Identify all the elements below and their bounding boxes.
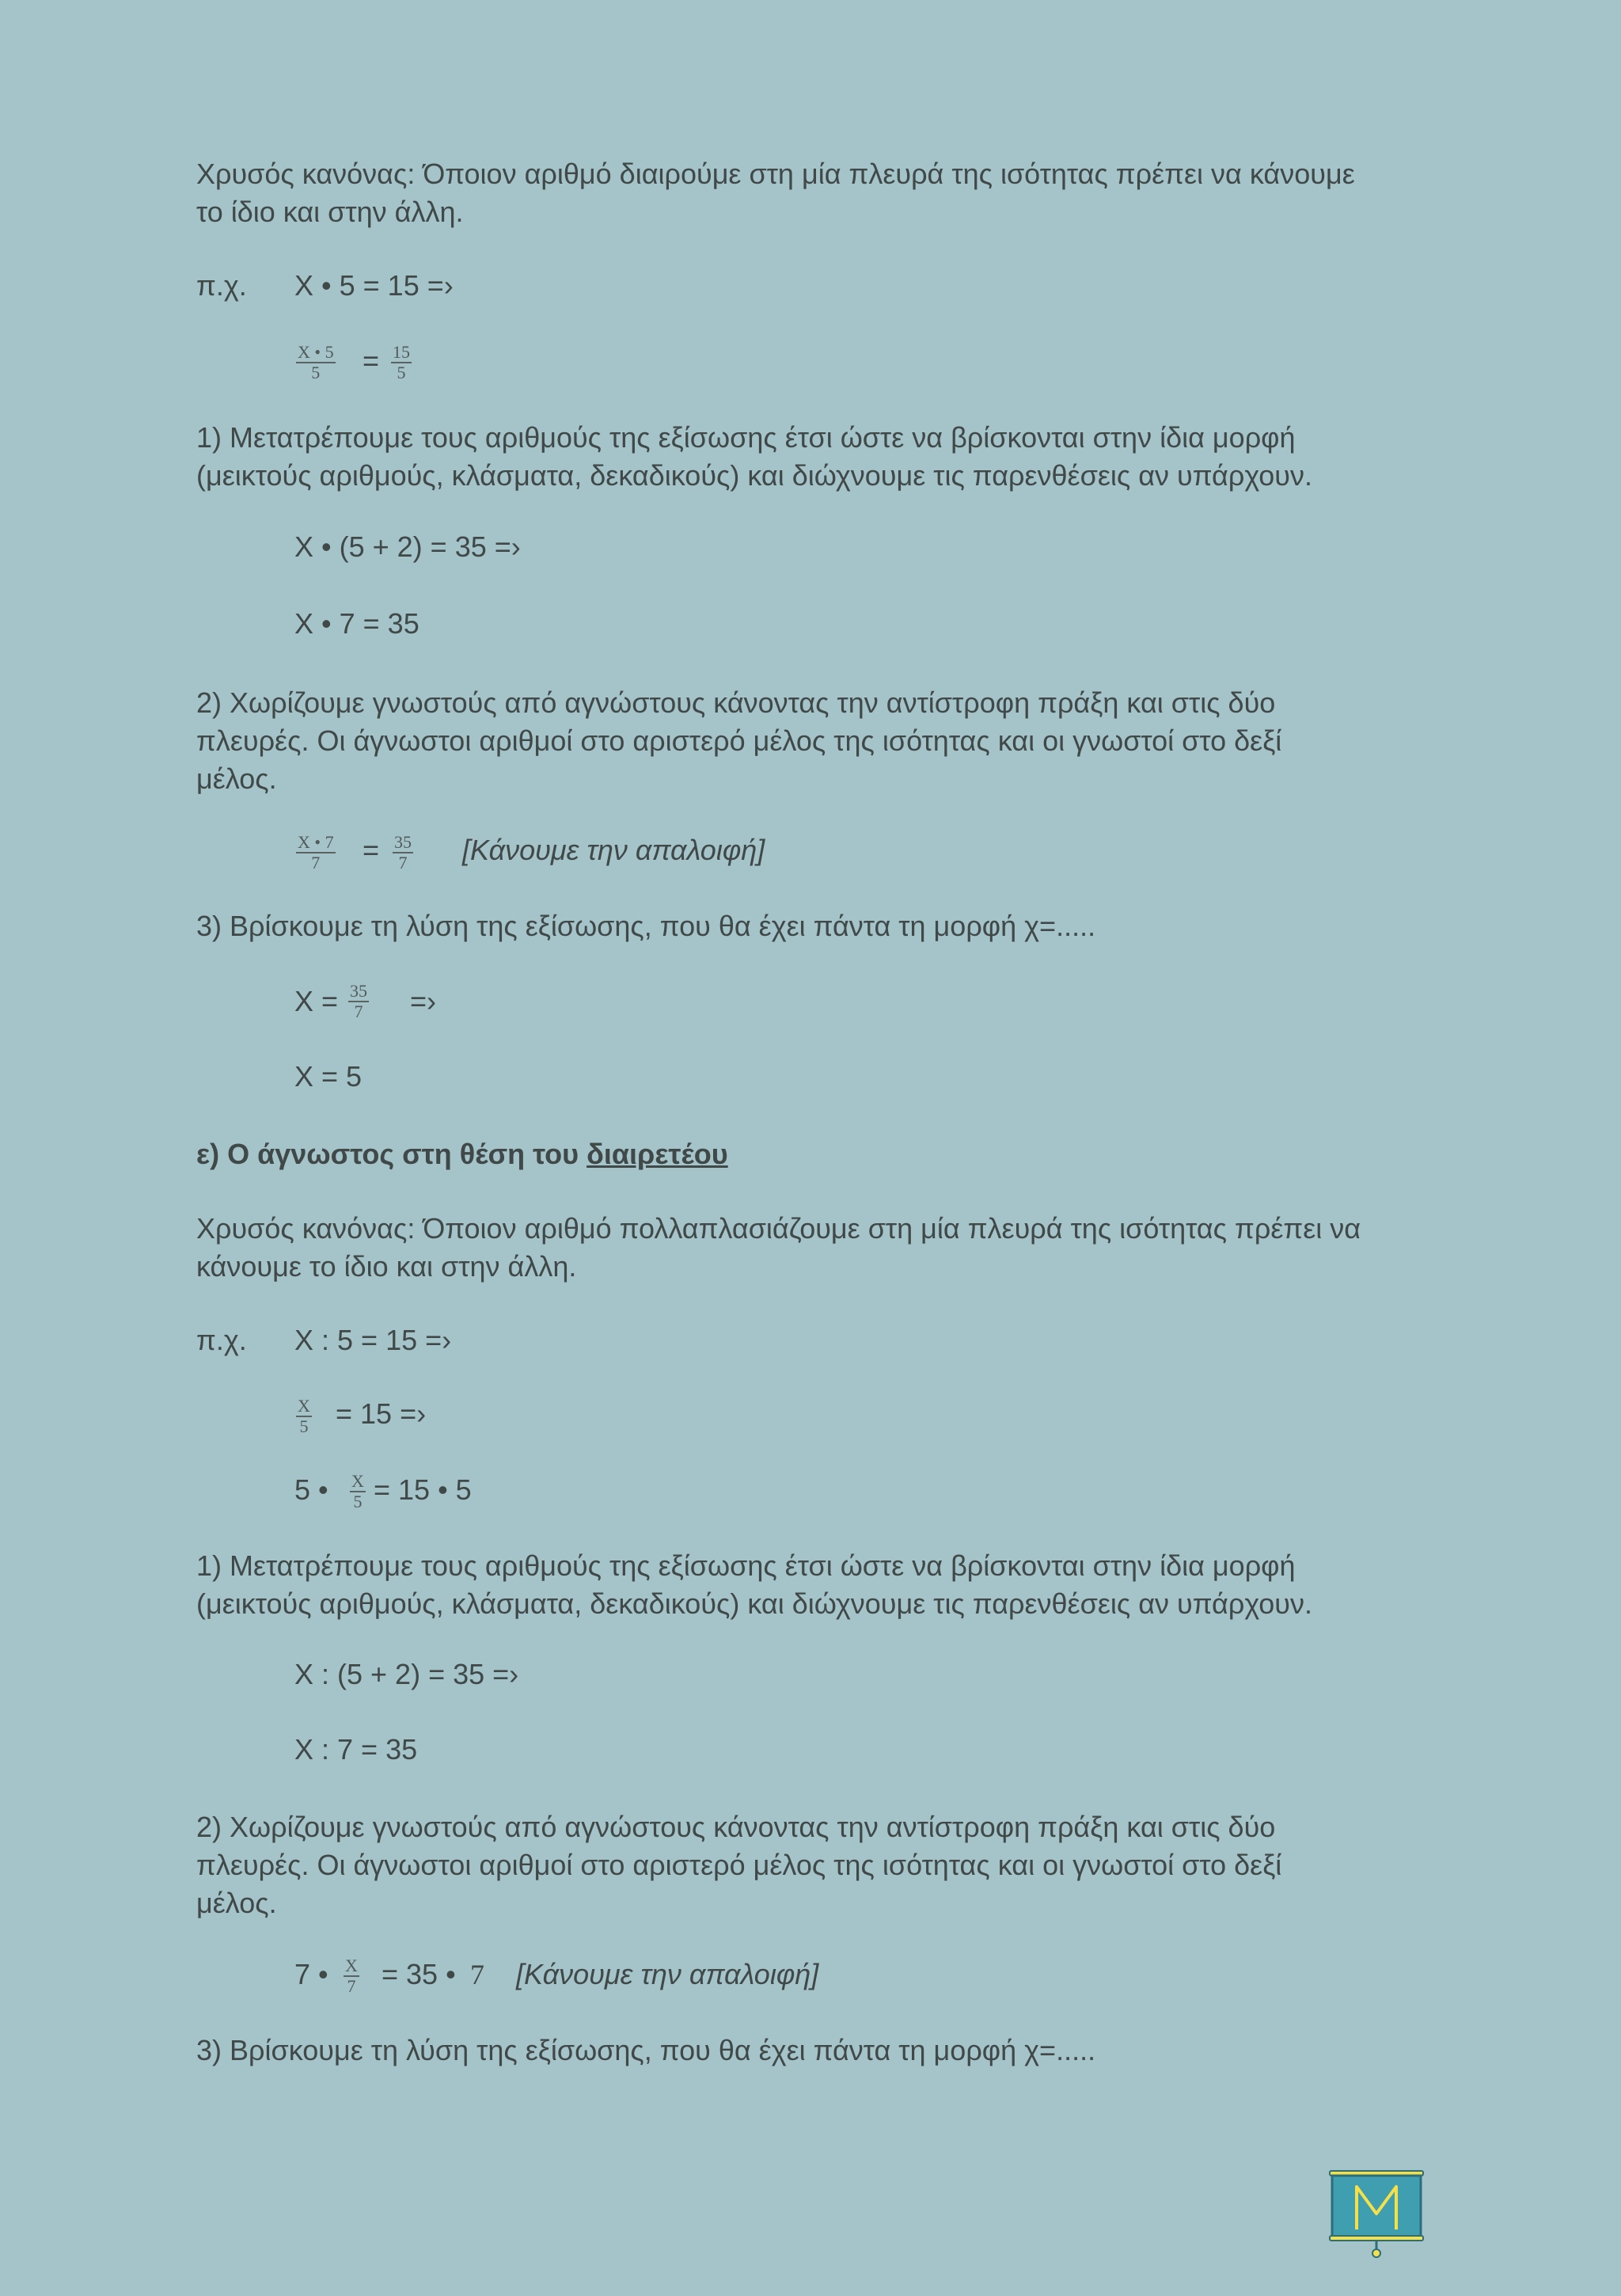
solution-result: Χ = 5 — [294, 1060, 363, 1093]
step-1-equation-1: Χ : (5 + 2) = 35 =› — [294, 1658, 519, 1690]
golden-rule-multiply: Χρυσός κανόνας: Όποιον αριθμό πολλαπλασιάζουμε στη μία πλευρά της ισότητας πρέπει να κάνουμε το ίδιο και στην άλλη. — [196, 1212, 1361, 1283]
step-2-instructions: 2) Χωρίζουμε γνωστούς από αγνώστους κάνοντας την αντίστροφη πράξη και στις δύο πλευρές. Οι άγνωστοι αριθμοί στο αριστερό μέλος της ισότητας και οι γνωστοί στο δεξί μέλος. — [196, 1811, 1282, 1919]
example-equation: Χ • 5 = 15 =› — [294, 269, 454, 302]
multiplier-seven: 7 — [470, 1959, 484, 1990]
presentation-board-icon — [1327, 2168, 1426, 2260]
solution-equation-left: Χ = — [294, 985, 339, 1017]
cancellation-note: [Κάνουμε την απαλοιφή] — [462, 834, 765, 866]
fraction-denominator: 5 — [353, 1492, 363, 1511]
fraction-denominator: 7 — [347, 1976, 356, 1996]
multiply-left: 7 • — [294, 1958, 328, 1990]
fraction-x-times-5-over-5 — [296, 344, 336, 382]
fraction-numerator: Χ • 5 — [298, 342, 334, 362]
equation-right-side: = 15 =› — [336, 1397, 427, 1430]
equals-sign: = — [363, 344, 380, 377]
fraction-numerator: Χ — [298, 1396, 310, 1416]
fraction-denominator: 7 — [354, 1002, 363, 1021]
fraction-numerator: Χ — [351, 1471, 364, 1491]
step-3-instructions: 3) Βρίσκουμε τη λύση της εξίσωσης, που θα έχει πάντα τη μορφή χ=..... — [196, 2034, 1096, 2066]
fraction-numerator: 35 — [394, 832, 412, 852]
step-1-instructions: 1) Μετατρέπουμε τους αριθμούς της εξίσωσης έτσι ώστε να βρίσκονται στην ίδια μορφή (μεικτούς αριθμούς, κλάσματα, δεκαδικούς) και διώχνουμε τις παρενθέσεις αν υπάρχουν. — [196, 1549, 1312, 1620]
step-1-equation-1: Χ • (5 + 2) = 35 =› — [294, 530, 521, 563]
fraction-35-over-7 — [393, 834, 413, 872]
fraction-numerator: Χ • 7 — [298, 832, 334, 852]
multiply-right: = 35 • — [382, 1958, 456, 1990]
equals-sign: = — [363, 834, 380, 866]
fraction-numerator: 15 — [393, 342, 410, 362]
fraction-denominator: 7 — [311, 853, 321, 872]
fraction-35-over-7 — [348, 983, 369, 1021]
cancellation-note: [Κάνουμε την απαλοιφή] — [516, 1958, 819, 1990]
step-1-instructions: 1) Μετατρέπουμε τους αριθμούς της εξίσωσης έτσι ώστε να βρίσκονται στην ίδια μορφή (μεικτούς αριθμούς, κλάσματα, δεκαδικούς) και διώχνουμε τις παρενθέσεις αν υπάρχουν. — [196, 421, 1312, 492]
example-equation: Χ : 5 = 15 =› — [294, 1324, 452, 1356]
fraction-15-over-5 — [391, 344, 412, 382]
fraction-denominator: 5 — [299, 1416, 309, 1436]
heading-underlined-term: διαιρετέου — [587, 1138, 728, 1170]
example-label: π.χ. — [196, 1324, 247, 1356]
step-2-instructions: 2) Χωρίζουμε γνωστούς από αγνώστους κάνοντας την αντίστροφη πράξη και στις δύο πλευρές. Οι άγνωστοι αριθμοί στο αριστερό μέλος της ισότητας και οι γνωστοί στο δεξί μέλος. — [196, 686, 1282, 795]
heading-text: ε) Ο άγνωστος στη θέση του — [196, 1138, 587, 1170]
fraction-denominator: 5 — [397, 363, 406, 382]
fraction-denominator: 5 — [311, 363, 321, 382]
fraction-x-over-5 — [296, 1397, 312, 1435]
step-1-equation-2: Χ • 7 = 35 — [294, 607, 419, 640]
implies-arrow: =› — [410, 985, 437, 1017]
fraction-x-over-5 — [350, 1473, 366, 1511]
fraction-denominator: 7 — [398, 853, 408, 872]
fraction-x-times-7-over-7 — [296, 834, 336, 872]
step-3-instructions: 3) Βρίσκουμε τη λύση της εξίσωσης, που θα έχει πάντα τη μορφή χ=..... — [196, 910, 1096, 942]
step-1-equation-2: Χ : 7 = 35 — [294, 1733, 418, 1766]
fraction-x-over-7 — [344, 1957, 359, 1995]
section-heading — [196, 1135, 728, 1173]
multiply-right: = 15 • 5 — [374, 1473, 472, 1506]
golden-rule-divide: Χρυσός κανόνας: Όποιον αριθμό διαιρούμε στη μία πλευρά της ισότητας πρέπει να κάνουμε το ίδιο και στην άλλη. — [196, 158, 1355, 228]
fraction-numerator: 35 — [350, 981, 367, 1001]
fraction-numerator: Χ — [345, 1956, 358, 1975]
multiply-left: 5 • — [294, 1473, 328, 1506]
example-label: π.χ. — [196, 269, 247, 302]
